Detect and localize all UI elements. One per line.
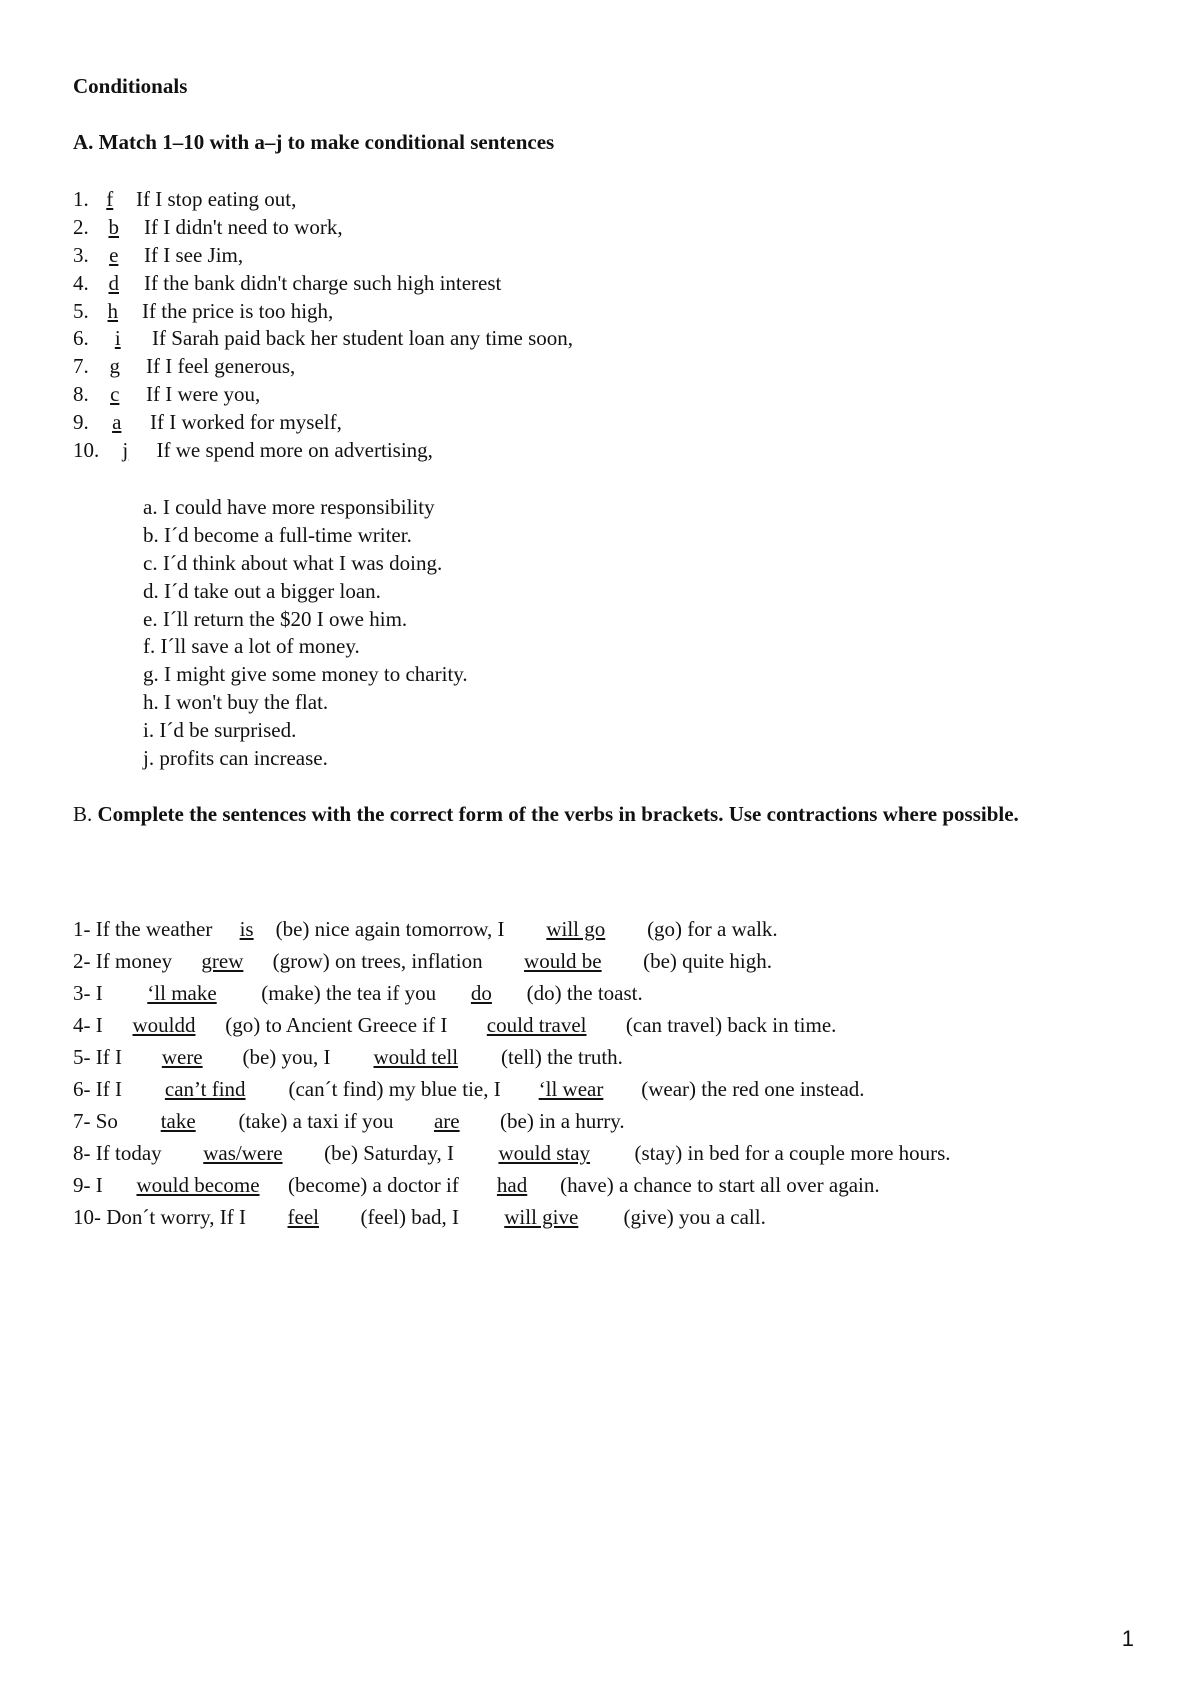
answer-blank[interactable]: will go [546,917,606,941]
option-item: h. I won't buy the flat. [143,690,329,715]
answer-blank[interactable]: b [108,214,119,239]
section-b-label: B. [73,802,93,826]
page-number: 1 [1121,1626,1134,1651]
match-item: 6. i If Sarah paid back her student loan any time soon, [73,325,573,353]
answer-blank[interactable]: would tell [373,1045,459,1069]
answer-blank[interactable]: f [106,187,114,211]
fill-item: 2- If money grew (grow) on trees, inflation would be (be) quite high. [73,945,951,977]
answer-blank[interactable]: do [470,981,492,1005]
section-b-heading [73,800,1123,829]
answer-blank[interactable]: wouldd [132,1013,196,1037]
answer-blank[interactable]: were [161,1045,203,1069]
answer-blank[interactable]: could travel [486,1013,587,1037]
answer-blank[interactable]: g [109,354,120,379]
answer-blank[interactable]: would become [136,1173,260,1197]
fill-item: 7- So take (take) a taxi if you are (be) in a hurry. [73,1105,951,1137]
fill-item: 6- If I can’t find (can´t find) my blue tie, I ‘ll wear (wear) the red one instead. [73,1073,951,1105]
fill-item: 4- I wouldd (go) to Ancient Greece if I could travel (can travel) back in time. [73,1009,951,1041]
answer-blank[interactable]: can’t find [164,1077,246,1101]
fill-item: 1- If the weather is (be) nice again tomorrow, I will go (go) for a walk. [73,913,951,945]
match-item: 2. b If I didn't need to work, [73,214,573,242]
match-item: 8. c If I were you, [73,381,573,409]
fill-item: 5- If I were (be) you, I would tell (tell) the truth. [73,1041,951,1073]
option-item: d. I´d take out a bigger loan. [143,578,381,603]
answer-blank[interactable]: i [114,326,121,351]
option-item: i. I´d be surprised. [143,718,297,743]
answer-blank[interactable]: is [239,917,254,941]
answer-blank[interactable]: ‘ll make [147,981,217,1005]
answer-blank[interactable]: was/were [203,1141,283,1165]
answer-blank[interactable]: ‘ll wear [538,1077,604,1101]
fill-item: 10- Don´t worry, If I feel (feel) bad, I will give (give) you a call. [73,1201,951,1233]
fill-item: 9- I would become (become) a doctor if had (have) a chance to start all over again. [73,1169,951,1201]
answer-blank[interactable]: h [107,298,118,323]
answer-blank[interactable]: e [109,242,119,267]
option-item: b. I´d become a full-time writer. [143,522,412,547]
match-item: 1. f If I stop eating out, [73,186,573,214]
fill-item: 3- I ‘ll make (make) the tea if you do (do) the toast. [73,977,951,1009]
answer-blank[interactable]: a [112,410,122,435]
answer-blank[interactable]: d [108,270,119,295]
match-item: 10. j If we spend more on advertising, [73,437,573,465]
answer-blank[interactable]: j [122,438,129,463]
match-item: 5. h If the price is too high, [73,298,573,326]
fill-item: 8- If today was/were (be) Saturday, I would stay (stay) in bed for a couple more hours. [73,1137,951,1169]
page-title: Conditionals [73,74,188,98]
section-a-options [143,494,468,773]
option-item: g. I might give some money to charity. [143,662,468,687]
match-item: 7. g If I feel generous, [73,353,573,381]
option-item: c. I´d think about what I was doing. [143,550,443,575]
answer-blank[interactable]: are [433,1109,460,1133]
answer-blank[interactable]: feel [287,1205,319,1229]
option-item: a. I could have more responsibility [143,495,435,519]
answer-blank[interactable]: will give [504,1205,579,1229]
section-a-heading: A. Match 1–10 with a–j to make conditional sentences [73,130,555,154]
answer-blank[interactable]: would stay [498,1141,591,1165]
section-b-items [73,913,951,1233]
option-item: j. profits can increase. [143,746,328,771]
answer-blank[interactable]: would be [524,949,602,973]
section-b-instructions: Complete the sentences with the correct form of the verbs in brackets. Use contractions where possible. [97,802,1019,826]
answer-blank[interactable]: had [496,1173,528,1197]
answer-blank[interactable]: grew [201,949,244,973]
answer-blank[interactable]: take [160,1109,196,1133]
option-item: e. I´ll return the $20 I owe him. [143,606,408,631]
answer-blank[interactable]: c [110,382,120,407]
match-item: 4. d If the bank didn't charge such high interest [73,270,573,298]
section-a-items [73,186,573,465]
option-item: f. I´ll save a lot of money. [143,634,360,659]
match-item: 9. a If I worked for myself, [73,409,573,437]
match-item: 3. e If I see Jim, [73,242,573,270]
